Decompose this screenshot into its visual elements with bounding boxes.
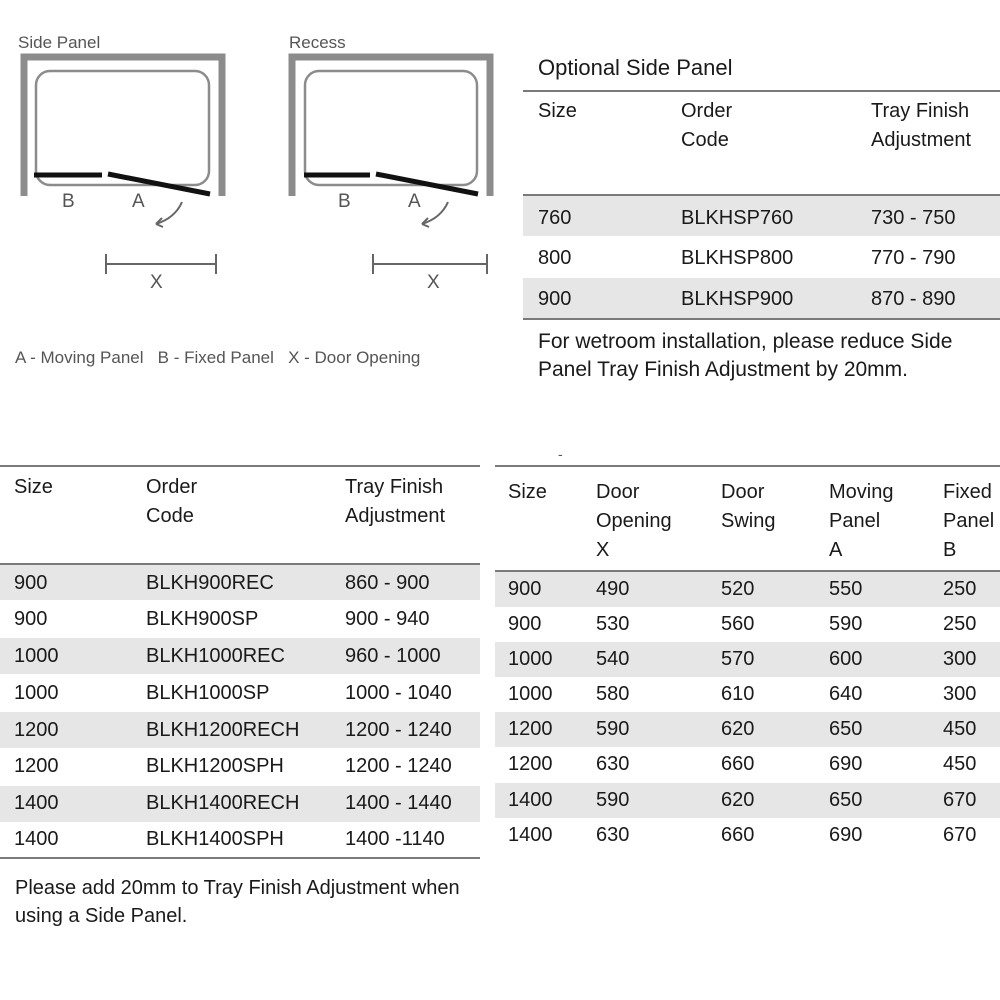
dimensions-cell: 590 bbox=[829, 613, 863, 635]
optional-side-panel-cell: 730 - 750 bbox=[871, 207, 956, 229]
dimensions-cell: 1400 bbox=[508, 789, 553, 811]
order-code-cell: 1200 bbox=[14, 755, 59, 777]
dimensions-cell: 590 bbox=[596, 789, 630, 811]
order-code-cell: BLKH1200SPH bbox=[146, 755, 284, 777]
optional-side-panel-cell: 770 - 790 bbox=[871, 247, 956, 269]
optional-side-panel-title: Optional Side Panel bbox=[538, 55, 733, 80]
dimensions-cell: 660 bbox=[721, 753, 755, 775]
side-panel-tray bbox=[36, 71, 209, 185]
dimensions-cell: 900 bbox=[508, 613, 542, 635]
dimensions-cell: 300 bbox=[943, 683, 977, 705]
order-code-cell: BLKH1000SP bbox=[146, 682, 270, 704]
optional-side-panel-cell: 900 bbox=[538, 288, 572, 310]
order-code-cell: 1400 - 1440 bbox=[345, 792, 452, 814]
dimensions-cell: 1400 bbox=[508, 824, 553, 846]
order-code-cell: 1000 bbox=[14, 682, 59, 704]
order-code-cell: 1400 bbox=[14, 828, 59, 850]
dimensions-cell: 490 bbox=[596, 578, 630, 600]
dimensions-cell: 1200 bbox=[508, 718, 553, 740]
dimensions-cell: 630 bbox=[596, 753, 630, 775]
optional-side-panel-cell: BLKHSP800 bbox=[681, 247, 794, 269]
order-code-cell: BLKH1400RECH bbox=[146, 792, 300, 814]
order-code-cell: 1000 bbox=[14, 645, 59, 667]
dimensions-cell: 900 bbox=[508, 578, 542, 600]
order-code-cell: 1200 bbox=[14, 719, 59, 741]
recess-tray bbox=[305, 71, 477, 185]
dimensions-cell: 650 bbox=[829, 718, 863, 740]
order-code-header: Tray Finish Adjustment bbox=[345, 476, 446, 527]
order-code-header: Order Code bbox=[146, 476, 198, 527]
dimensions-cell: 660 bbox=[721, 824, 755, 846]
diagram-legend: A - Moving Panel B - Fixed Panel X - Door Opening bbox=[15, 348, 421, 367]
dimensions-cell: 690 bbox=[829, 753, 863, 775]
dimensions-cell: 620 bbox=[721, 718, 755, 740]
dimensions-cell: 640 bbox=[829, 683, 863, 705]
dimensions-cell: 560 bbox=[721, 613, 755, 635]
dimensions-cell: 540 bbox=[596, 648, 630, 670]
order-code-cell: 960 - 1000 bbox=[345, 645, 441, 667]
dimensions-cell: 250 bbox=[943, 578, 977, 600]
order-code-cell: 1400 bbox=[14, 792, 59, 814]
order-code-cell: BLKH1000REC bbox=[146, 645, 285, 667]
dimensions-cell: 300 bbox=[943, 648, 977, 670]
dimensions-cell: 520 bbox=[721, 578, 755, 600]
order-code-cell: 1400 -1140 bbox=[345, 828, 445, 850]
dimensions-cell: 530 bbox=[596, 613, 630, 635]
optional-side-panel-cell: BLKHSP760 bbox=[681, 207, 794, 229]
dimensions-header: Moving Panel A bbox=[829, 481, 894, 561]
dimensions-cell: 450 bbox=[943, 718, 977, 740]
wetroom-note: For wetroom installation, please reduce Side Panel Tray Finish Adjustment by 20mm. bbox=[538, 330, 953, 381]
dimensions-cell: 650 bbox=[829, 789, 863, 811]
side-panel-diagram bbox=[10, 50, 260, 300]
side-panel-label-x: X bbox=[150, 272, 163, 293]
order-code-cell: 1200 - 1240 bbox=[345, 719, 452, 741]
dimensions-cell: 590 bbox=[596, 718, 630, 740]
optional-side-panel-header: Tray Finish Adjustment bbox=[871, 100, 972, 151]
recess-label-a: A bbox=[408, 191, 421, 212]
dimensions-cell: 620 bbox=[721, 789, 755, 811]
side-panel-label-b: B bbox=[62, 191, 75, 212]
dimensions-header: Size bbox=[508, 481, 547, 503]
order-code-cell: 900 bbox=[14, 608, 48, 630]
stray-mark: - bbox=[558, 446, 563, 462]
dimensions-header: Fixed Panel B bbox=[943, 481, 995, 561]
dimensions-cell: 610 bbox=[721, 683, 755, 705]
dimensions-cell: 670 bbox=[943, 824, 977, 846]
order-code-cell: BLKH900SP bbox=[146, 608, 259, 630]
recess-diagram bbox=[280, 50, 500, 300]
order-code-header: Size bbox=[14, 476, 53, 498]
side-panel-label-a: A bbox=[132, 191, 145, 212]
dimensions-cell: 580 bbox=[596, 683, 630, 705]
recess-diagram-title: Recess bbox=[289, 33, 346, 52]
dimensions-cell: 1000 bbox=[508, 648, 553, 670]
order-code-cell: BLKH1400SPH bbox=[146, 828, 284, 850]
optional-side-panel-cell: 870 - 890 bbox=[871, 288, 956, 310]
optional-side-panel-header: Size bbox=[538, 100, 577, 122]
dimensions-cell: 600 bbox=[829, 648, 863, 670]
dimensions-cell: 250 bbox=[943, 613, 977, 635]
dimensions-cell: 1000 bbox=[508, 683, 553, 705]
dimensions-cell: 550 bbox=[829, 578, 863, 600]
dimensions-cell: 670 bbox=[943, 789, 977, 811]
dimensions-cell: 570 bbox=[721, 648, 755, 670]
dimensions-cell: 690 bbox=[829, 824, 863, 846]
order-code-cell: 1200 - 1240 bbox=[345, 755, 452, 777]
side-panel-note: Please add 20mm to Tray Finish Adjustment when using a Side Panel. bbox=[15, 877, 460, 927]
optional-side-panel-cell: 760 bbox=[538, 207, 572, 229]
recess-label-b: B bbox=[338, 191, 351, 212]
optional-side-panel-header: Order Code bbox=[681, 100, 733, 151]
order-code-cell: 900 - 940 bbox=[345, 608, 430, 630]
dimensions-header: Door Swing bbox=[721, 481, 776, 532]
order-code-cell: 900 bbox=[14, 572, 48, 594]
optional-side-panel-cell: 800 bbox=[538, 247, 572, 269]
order-code-cell: BLKH900REC bbox=[146, 572, 274, 594]
order-code-cell: 1000 - 1040 bbox=[345, 682, 452, 704]
recess-label-x: X bbox=[427, 272, 440, 293]
dimensions-header: Door Opening X bbox=[596, 481, 672, 561]
order-code-cell: 860 - 900 bbox=[345, 572, 430, 594]
order-code-cell: BLKH1200RECH bbox=[146, 719, 300, 741]
dimensions-cell: 450 bbox=[943, 753, 977, 775]
dimensions-cell: 630 bbox=[596, 824, 630, 846]
optional-side-panel-cell: BLKHSP900 bbox=[681, 288, 794, 310]
side-panel-diagram-title: Side Panel bbox=[18, 33, 101, 52]
dimensions-cell: 1200 bbox=[508, 753, 553, 775]
